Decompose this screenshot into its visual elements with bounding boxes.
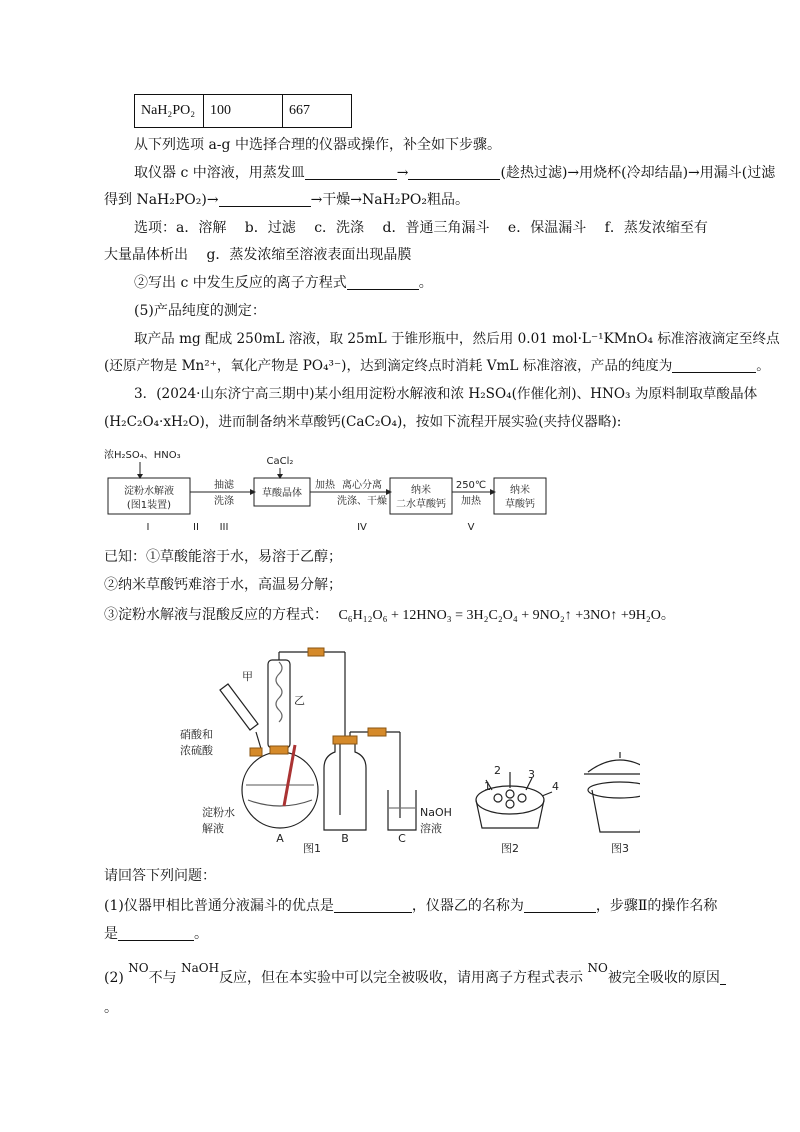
- table-cell: NaH₂PO₂: [135, 95, 204, 128]
- text: 是: [104, 926, 118, 942]
- figure-caption: 图2: [501, 842, 519, 855]
- apparatus-label: C: [398, 832, 406, 845]
- paragraph: 取产品 mg 配成 250mL 溶液，取 25mL 于锥形瓶中，然后用 0.01 mol·L⁻¹KMnO₄ 标准溶液滴定至终点: [134, 331, 780, 347]
- question-3-stem: (H₂C₂O₄·xH₂O)，进而制备纳米草酸钙(CaC₂O₄)，按如下流程开展实验(夹持仪器略):: [104, 414, 622, 430]
- paragraph: [104, 190, 469, 210]
- text: 得到 NaH₂PO₂)→: [104, 192, 219, 208]
- arrow-label: 抽滤: [214, 480, 234, 491]
- table-cell: 667: [283, 95, 352, 128]
- paragraph: [134, 273, 433, 293]
- apparatus-label: B: [341, 832, 349, 845]
- text: 被完全吸收的原因: [607, 970, 720, 986]
- step-label: IV: [357, 522, 367, 533]
- apparatus-label: 硝酸和: [180, 728, 213, 741]
- text: (2): [104, 970, 124, 986]
- answer-blank: [408, 164, 500, 180]
- text: 。: [660, 607, 675, 623]
- arrow-label: 加热: [461, 496, 481, 507]
- step-label: III: [219, 522, 229, 533]
- text: (还原产物是 Mn²⁺，氧化产物是 PO₄³⁻)，达到滴定终点时消耗 VmL 标准溶液，产品的纯度为: [104, 358, 673, 374]
- reagent-label: 浓H₂SO₄、HNO₃: [104, 450, 181, 461]
- dropping-funnel: [220, 684, 258, 730]
- apparatus-label: 淀粉水: [202, 806, 235, 819]
- figure-caption: 图1: [303, 842, 321, 855]
- rubber-tube: [308, 648, 324, 656]
- text: 。: [194, 926, 208, 942]
- paragraph: [134, 163, 775, 183]
- text: 。: [104, 1000, 118, 1016]
- arrow-label: 加热: [315, 480, 335, 491]
- flow-box-label: 淀粉水解液: [124, 486, 174, 497]
- text: →干燥→NaH₂PO₂粗品。: [310, 192, 469, 208]
- apparatus-label: 解液: [202, 822, 224, 835]
- text: (趁热过滤)→用烧杯(冷却结晶)→用漏斗(过滤: [500, 165, 776, 181]
- table-row: [135, 95, 352, 128]
- beaker: [388, 790, 416, 830]
- formula: NaOH: [181, 961, 220, 975]
- text: 反应，但在本实验中可以完全被吸收，请用离子方程式表示: [219, 970, 584, 986]
- known-condition: [104, 605, 675, 626]
- rubber-tube: [368, 728, 386, 736]
- reaction-equation: C₆H₁₂O₆ + 12HNO₃ = 3H₂C₂O₄ + 9NO₂↑ +3NO↑ +9H₂O: [338, 608, 661, 623]
- step-label: I: [146, 522, 150, 533]
- three-neck-flask: [242, 752, 318, 828]
- stopper: [333, 736, 357, 744]
- known-condition: 已知：①草酸能溶于水，易溶于乙醇；: [104, 549, 342, 565]
- apparatus-label: 溶液: [420, 822, 442, 835]
- section-heading: (5)产品纯度的测定：: [134, 303, 266, 319]
- flow-box-label: 纳米: [510, 485, 530, 496]
- process-flowchart: [100, 446, 620, 536]
- answer-blank: [219, 191, 311, 207]
- answer-blank: [305, 164, 397, 180]
- figure-caption: 图3: [611, 842, 629, 855]
- sub-question-1: [104, 924, 208, 944]
- text: 。: [418, 275, 433, 291]
- centrifuge-number: 4: [552, 780, 559, 793]
- step-label: V: [467, 522, 475, 533]
- answer-blank: [672, 357, 756, 373]
- paragraph: 选项：a．溶解 b．过滤 c．洗涤 d．普通三角漏斗 e．保温漏斗 f．蒸发浓缩至有: [134, 220, 708, 236]
- paragraph: [104, 356, 770, 376]
- centrifuge-number: 3: [528, 768, 535, 781]
- text: ③淀粉水解液与混酸反应的方程式：: [104, 607, 328, 623]
- text: →: [396, 165, 409, 181]
- text: 取仪器 c 中溶液，用蒸发皿: [134, 165, 305, 181]
- arrow-label: 离心分离: [342, 480, 382, 491]
- reagent-label: CaCl₂: [266, 456, 294, 467]
- apparatus-label: A: [276, 832, 284, 845]
- flow-box-label: 纳米: [411, 485, 431, 496]
- answer-blank: [524, 897, 596, 913]
- desiccator: [588, 760, 640, 772]
- answer-blank: [347, 274, 419, 290]
- flow-box-label: 二水草酸钙: [396, 499, 446, 510]
- text: 。: [756, 358, 770, 374]
- centrifuge-number: 1: [484, 780, 491, 793]
- text: ，仪器乙的名称为: [411, 898, 524, 914]
- question-3-stem: 3．(2024·山东济宁高三期中)某小组用淀粉水解液和浓 H₂SO₄(作催化剂)、HNO₃ 为原料制取草酸晶体: [134, 386, 758, 402]
- paragraph: 从下列选项 a-g 中选择合理的仪器或操作，补全如下步骤。: [134, 137, 501, 153]
- paragraph: 大量晶体析出 g．蒸发浓缩至溶液表面出现晶膜: [104, 247, 412, 263]
- text: ②写出 c 中发生反应的离子方程式: [134, 275, 347, 291]
- flow-box-label: 草酸钙: [505, 499, 535, 510]
- flow-box-label: 草酸晶体: [262, 488, 302, 499]
- formula: NO: [128, 961, 149, 975]
- answer-blank: [118, 925, 194, 941]
- gas-bottle: [324, 740, 366, 830]
- sub-question-1: [104, 896, 717, 916]
- arrow-label: 洗涤、干燥: [337, 496, 387, 507]
- arrow-label: 250℃: [455, 480, 487, 491]
- answer-blank: [334, 897, 412, 913]
- step-label: II: [193, 522, 199, 533]
- sub-question-2: [104, 961, 726, 988]
- centrifuge-number: 2: [494, 764, 501, 777]
- property-table: [134, 94, 352, 128]
- apparatus-label: 浓硫酸: [180, 744, 213, 757]
- formula: NO: [587, 961, 608, 975]
- answer-blank: [720, 969, 726, 985]
- text: 不与: [148, 970, 177, 986]
- apparatus-label: 乙: [294, 694, 305, 707]
- stopper: [250, 748, 262, 756]
- arrow-label: 洗涤: [214, 496, 234, 507]
- apparatus-label: NaOH: [420, 806, 452, 819]
- stopper: [270, 746, 288, 754]
- table-cell: 100: [204, 95, 283, 128]
- text: (1)仪器甲相比普通分液漏斗的优点是: [104, 898, 334, 914]
- known-condition: ②纳米草酸钙难溶于水，高温易分解；: [104, 577, 342, 593]
- apparatus-figure: [180, 640, 640, 855]
- answer-prompt: 请回答下列问题：: [104, 868, 216, 884]
- text: ，步骤Ⅱ的操作名称: [595, 898, 718, 914]
- flow-box-label: (图1装置): [126, 500, 172, 511]
- apparatus-label: 甲: [242, 670, 253, 683]
